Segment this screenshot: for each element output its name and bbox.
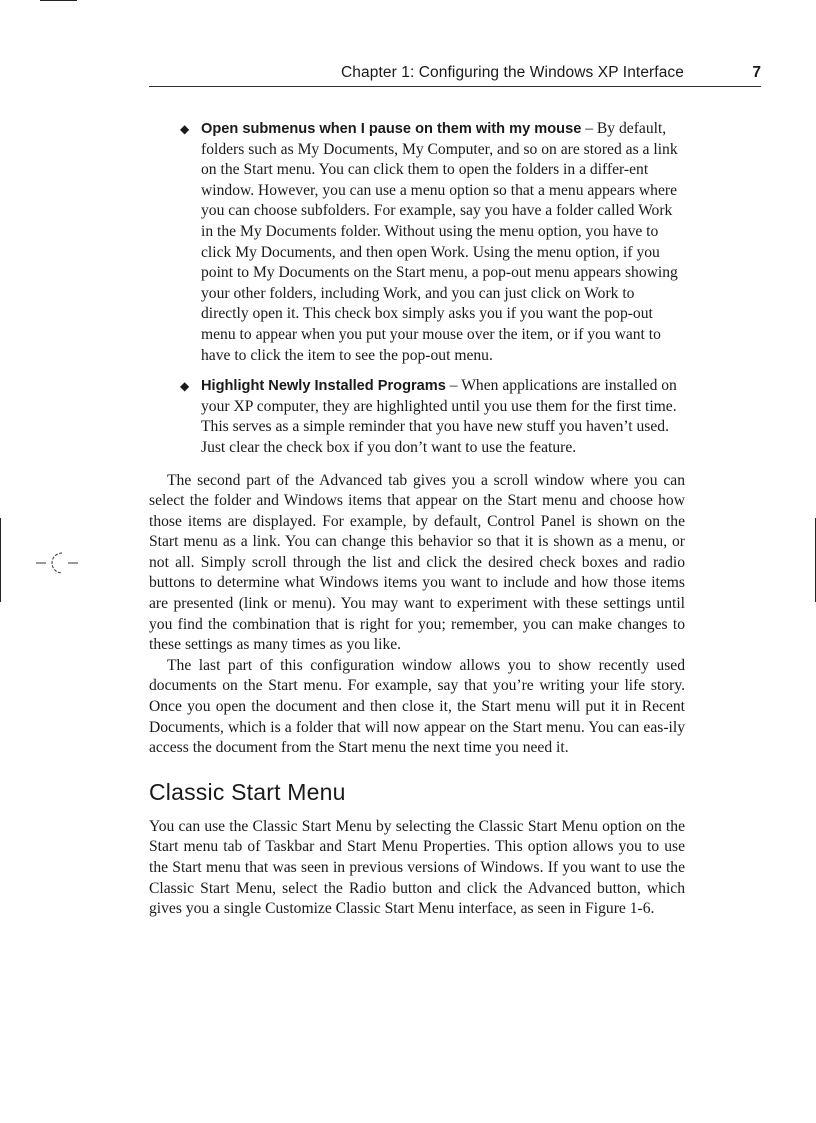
section-heading: Classic Start Menu [149, 778, 346, 805]
page-number: 7 [752, 64, 761, 81]
crop-mark-left [0, 518, 1, 602]
chapter-title: Chapter 1: Configuring the Windows XP Interface [340, 64, 684, 81]
body-paragraph: The last part of this configuration window allows you to show recently used documents on the Start menu. For example, say that you’re writing your life story. Once you open the document and then close it, the Start menu will put it in Recent Documents, which is a folder that will now appear on the Start menu. You can eas-ily access the document from the Start menu the next time you need it. [149, 656, 685, 757]
page-body [149, 119, 685, 920]
bullet-term: Highlight Newly Installed Programs [201, 378, 446, 395]
list-item [180, 119, 685, 366]
bullet-list [149, 119, 685, 459]
crop-mark-top [40, 0, 77, 1]
diamond-bullet-icon: ◆ [180, 379, 190, 394]
diamond-bullet-icon: ◆ [180, 122, 190, 136]
registration-mark-icon [34, 549, 80, 577]
running-head [149, 62, 761, 87]
bullet-text: By default, folders such as My Documents, My Computer, and so on are stored as a link on the Start menu. You can click them to open the folders in a differ-ent window. However, you can use a menu option so that a menu appears where you can choose subfolders. For example, say you have a folder called Work in the My Documents folder. Without using the menu option, you have to click My Documents, and then open Work. Using the menu option, if you point to My Documents on the Start menu, a pop-out menu appears showing your other folders, including Work, and you can just click on Work to directly open it. This check box simply asks you if you want the pop-out menu to appear when you put your mouse over the item, or if you want to have to click the item to see the pop-out menu. [201, 120, 678, 364]
bullet-term: Open submenus when I pause on them with my mouse [201, 121, 582, 137]
section-paragraph: You can use the Classic Start Menu by selecting the Classic Start Menu option on the Start menu tab of Taskbar and Start Menu Properties. This option allows you to use the Start menu that was seen in previous versions of Windows. If you want to use the Classic Start Menu, select the Radio button and click the Advanced button, which gives you a single Customize Classic Start Menu interface, as seen in Figure 1-6. [149, 817, 685, 918]
bullet-text: When applications are installed on your XP computer, they are highlighted until you use them for the first time. This serves as a simple reminder that you have new stuff you haven’t used. Just clear the check box if you don’t want to use the feature. [201, 377, 677, 456]
bullet-dash: – [581, 120, 597, 137]
list-item [180, 376, 685, 458]
body-paragraph: The second part of the Advanced tab gives you a scroll window where you can select the folder and Windows items that appear on the Start menu and choose how those items are displayed. For example, by default, Control Panel is shown on the Start menu as a link. You can change this behavior so that it is shown as a menu, or not all. Simply scroll through the list and click the desired check boxes and radio buttons to determine what Windows items you want to include and how those items are presented (link or menu). You may want to experiment with these settings until you find the combination that is right for you; remember, you can make changes to these settings as many times as you like. [149, 471, 685, 654]
bullet-dash: – [445, 377, 462, 395]
